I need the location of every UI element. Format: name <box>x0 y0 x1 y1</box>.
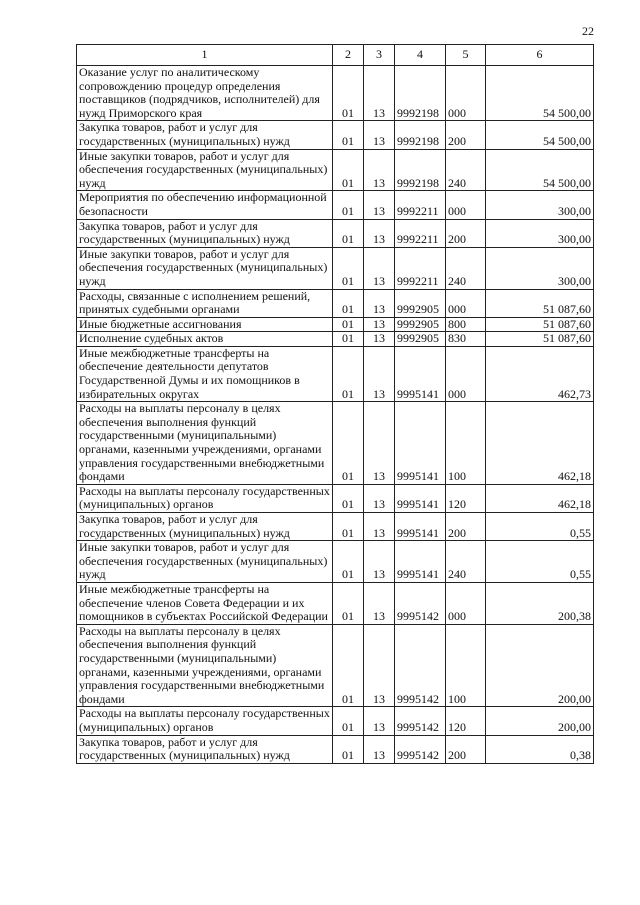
header-row <box>77 45 594 66</box>
row-target-item: 9992198 <box>395 66 446 121</box>
row-amount: 0,55 <box>486 513 594 541</box>
table-row <box>77 346 594 401</box>
row-section: 01 <box>333 513 364 541</box>
row-amount: 51 087,60 <box>486 332 594 347</box>
row-amount: 54 500,00 <box>486 121 594 149</box>
row-subsection: 13 <box>364 149 395 191</box>
table-row <box>77 289 594 317</box>
row-amount: 54 500,00 <box>486 149 594 191</box>
row-section: 01 <box>333 484 364 512</box>
row-subsection: 13 <box>364 402 395 485</box>
table-row <box>77 513 594 541</box>
row-target-item: 9995141 <box>395 484 446 512</box>
row-target-item: 9995141 <box>395 402 446 485</box>
budget-table <box>76 44 594 764</box>
row-expense-type: 000 <box>446 582 486 624</box>
row-target-item: 9992211 <box>395 219 446 247</box>
column-header-subsection: 3 <box>364 45 395 66</box>
row-target-item: 9992905 <box>395 317 446 332</box>
table-row <box>77 332 594 347</box>
row-amount: 200,00 <box>486 624 594 707</box>
row-target-item: 9995142 <box>395 582 446 624</box>
row-expense-type: 120 <box>446 707 486 735</box>
row-expense-type: 000 <box>446 346 486 401</box>
row-section: 01 <box>333 707 364 735</box>
row-target-item: 9995142 <box>395 735 446 763</box>
column-header-expense-type: 5 <box>446 45 486 66</box>
row-expense-type: 100 <box>446 624 486 707</box>
table-row <box>77 402 594 485</box>
row-expense-type: 100 <box>446 402 486 485</box>
row-subsection: 13 <box>364 121 395 149</box>
row-amount: 462,18 <box>486 402 594 485</box>
table-row <box>77 484 594 512</box>
row-section: 01 <box>333 624 364 707</box>
table-row <box>77 191 594 219</box>
row-section: 01 <box>333 149 364 191</box>
row-section: 01 <box>333 402 364 485</box>
row-target-item: 9995142 <box>395 624 446 707</box>
row-subsection: 13 <box>364 582 395 624</box>
row-name: Мероприятия по обеспечению информационной безопасности <box>77 191 333 219</box>
row-target-item: 9995141 <box>395 513 446 541</box>
row-section: 01 <box>333 582 364 624</box>
row-expense-type: 200 <box>446 219 486 247</box>
row-subsection: 13 <box>364 332 395 347</box>
row-amount: 300,00 <box>486 247 594 289</box>
row-section: 01 <box>333 317 364 332</box>
row-section: 01 <box>333 735 364 763</box>
row-name: Закупка товаров, работ и услуг для государственных (муниципальных) нужд <box>77 513 333 541</box>
row-name: Закупка товаров, работ и услуг для государственных (муниципальных) нужд <box>77 219 333 247</box>
row-target-item: 9995141 <box>395 541 446 583</box>
row-subsection: 13 <box>364 624 395 707</box>
row-subsection: 13 <box>364 191 395 219</box>
row-expense-type: 000 <box>446 191 486 219</box>
row-section: 01 <box>333 191 364 219</box>
row-subsection: 13 <box>364 541 395 583</box>
row-subsection: 13 <box>364 66 395 121</box>
row-name: Иные закупки товаров, работ и услуг для обеспечения государственных (муниципальных) нужд <box>77 149 333 191</box>
row-section: 01 <box>333 247 364 289</box>
row-target-item: 9992905 <box>395 332 446 347</box>
row-amount: 51 087,60 <box>486 317 594 332</box>
row-target-item: 9995141 <box>395 346 446 401</box>
row-target-item: 9992198 <box>395 121 446 149</box>
row-section: 01 <box>333 121 364 149</box>
row-section: 01 <box>333 541 364 583</box>
row-expense-type: 240 <box>446 541 486 583</box>
row-name: Расходы на выплаты персоналу в целях обеспечения выполнения функций государственными (муниципальными) органами, казенными учреждениями, органами управления государственными внебюджетными фондами <box>77 402 333 485</box>
row-subsection: 13 <box>364 247 395 289</box>
row-section: 01 <box>333 219 364 247</box>
row-expense-type: 200 <box>446 735 486 763</box>
row-expense-type: 000 <box>446 66 486 121</box>
table-row <box>77 317 594 332</box>
row-expense-type: 120 <box>446 484 486 512</box>
column-header-section: 2 <box>333 45 364 66</box>
row-section: 01 <box>333 66 364 121</box>
row-subsection: 13 <box>364 219 395 247</box>
row-amount: 0,55 <box>486 541 594 583</box>
row-amount: 300,00 <box>486 191 594 219</box>
row-section: 01 <box>333 346 364 401</box>
row-name: Расходы, связанные с исполнением решений, принятых судебными органами <box>77 289 333 317</box>
row-amount: 200,38 <box>486 582 594 624</box>
row-expense-type: 240 <box>446 247 486 289</box>
table-row <box>77 735 594 763</box>
row-amount: 300,00 <box>486 219 594 247</box>
row-name: Иные межбюджетные трансферты на обеспечение членов Совета Федерации и их помощников в субъектах Российской Федерации <box>77 582 333 624</box>
row-expense-type: 200 <box>446 513 486 541</box>
row-expense-type: 000 <box>446 289 486 317</box>
column-header-target-item: 4 <box>395 45 446 66</box>
column-header-amount: 6 <box>486 45 594 66</box>
row-name: Иные закупки товаров, работ и услуг для обеспечения государственных (муниципальных) нужд <box>77 247 333 289</box>
row-target-item: 9992211 <box>395 191 446 219</box>
row-expense-type: 830 <box>446 332 486 347</box>
row-subsection: 13 <box>364 735 395 763</box>
row-amount: 54 500,00 <box>486 66 594 121</box>
table-row <box>77 247 594 289</box>
row-expense-type: 200 <box>446 121 486 149</box>
row-target-item: 9992905 <box>395 289 446 317</box>
row-subsection: 13 <box>364 707 395 735</box>
table-row <box>77 541 594 583</box>
row-target-item: 9995142 <box>395 707 446 735</box>
table-row <box>77 582 594 624</box>
row-name: Расходы на выплаты персоналу государственных (муниципальных) органов <box>77 484 333 512</box>
row-subsection: 13 <box>364 484 395 512</box>
table-row <box>77 219 594 247</box>
row-name: Иные бюджетные ассигнования <box>77 317 333 332</box>
row-subsection: 13 <box>364 317 395 332</box>
row-name: Исполнение судебных актов <box>77 332 333 347</box>
row-target-item: 9992198 <box>395 149 446 191</box>
page-number: 22 <box>582 24 594 38</box>
row-expense-type: 800 <box>446 317 486 332</box>
row-name: Закупка товаров, работ и услуг для государственных (муниципальных) нужд <box>77 735 333 763</box>
row-amount: 51 087,60 <box>486 289 594 317</box>
row-name: Расходы на выплаты персоналу государственных (муниципальных) органов <box>77 707 333 735</box>
row-section: 01 <box>333 289 364 317</box>
row-amount: 200,00 <box>486 707 594 735</box>
table-row <box>77 66 594 121</box>
row-name: Иные межбюджетные трансферты на обеспечение деятельности депутатов Государственной Думы и их помощников в избирательных округах <box>77 346 333 401</box>
table-row <box>77 624 594 707</box>
table-row <box>77 121 594 149</box>
row-name: Оказание услуг по аналитическому сопровождению процедур определения поставщиков (подрядчиков, исполнителей) для нужд Приморского края <box>77 66 333 121</box>
row-amount: 0,38 <box>486 735 594 763</box>
row-expense-type: 240 <box>446 149 486 191</box>
row-subsection: 13 <box>364 513 395 541</box>
row-name: Расходы на выплаты персоналу в целях обеспечения выполнения функций государственными (муниципальными) органами, казенными учреждениями, органами управления государственными внебюджетными фондами <box>77 624 333 707</box>
row-amount: 462,73 <box>486 346 594 401</box>
table-row <box>77 707 594 735</box>
row-section: 01 <box>333 332 364 347</box>
row-name: Закупка товаров, работ и услуг для государственных (муниципальных) нужд <box>77 121 333 149</box>
column-header-name: 1 <box>77 45 333 66</box>
row-target-item: 9992211 <box>395 247 446 289</box>
row-subsection: 13 <box>364 346 395 401</box>
row-amount: 462,18 <box>486 484 594 512</box>
row-name: Иные закупки товаров, работ и услуг для обеспечения государственных (муниципальных) нужд <box>77 541 333 583</box>
table-row <box>77 149 594 191</box>
row-subsection: 13 <box>364 289 395 317</box>
